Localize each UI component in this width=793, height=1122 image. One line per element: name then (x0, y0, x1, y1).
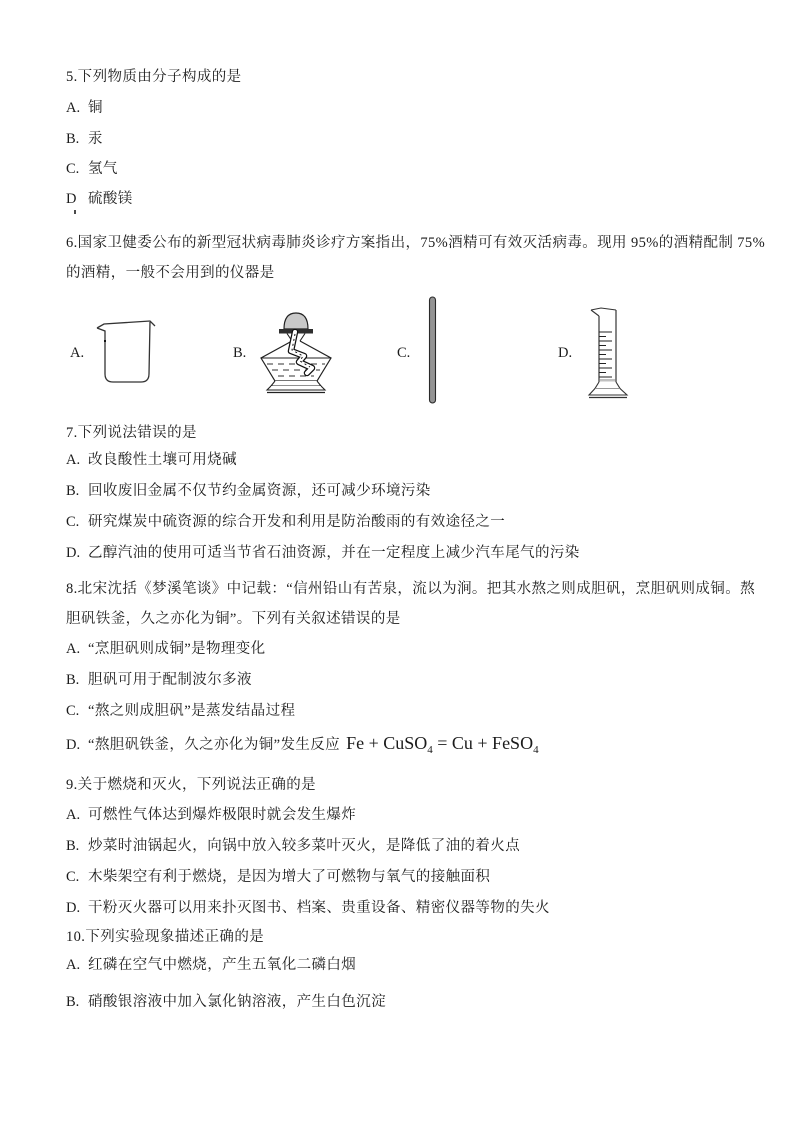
option-text: 红磷在空气中燃烧，产生五氧化二磷白烟 (88, 957, 357, 973)
q5-option-d (66, 190, 133, 209)
q9-option-b (66, 837, 520, 856)
option-text: 干粉灭火器可以用来扑灭图书、档案、贵重设备、精密仪器等物的失火 (88, 900, 550, 916)
q7-option-c (66, 513, 505, 532)
option-letter: C. (66, 869, 80, 885)
option-letter: D (66, 191, 77, 207)
q7-option-d (66, 544, 580, 563)
q9-stem: 9.关于燃烧和灭火，下列说法正确的是 (66, 777, 317, 793)
q6-stem-line1: 6.国家卫健委公布的新型冠状病毒肺炎诊疗方案指出，75%酒精可有效灭活病毒。现用 95%的酒精配制 75% (66, 235, 766, 251)
q9-option-d (66, 899, 550, 918)
option-text: “熬胆矾铁釜，久之亦化为铜”发生反应 (88, 737, 341, 753)
option-text: “熬之则成胆矾”是蒸发结晶过程 (88, 703, 296, 719)
figure-label-c: C. (397, 345, 411, 361)
q10-option-a (66, 956, 356, 975)
chemical-equation: Fe + CuSO (346, 733, 428, 753)
option-letter: B. (66, 838, 80, 854)
figure-label-a: A. (70, 345, 85, 361)
option-letter: D. (66, 545, 81, 561)
q8-option-a (66, 640, 266, 659)
alcohol-lamp-icon (258, 310, 338, 394)
q7-option-b (66, 482, 431, 501)
q5-option-c (66, 160, 118, 179)
option-text: 木柴架空有利于燃烧，是因为增大了可燃物与氧气的接触面积 (88, 869, 491, 885)
option-letter: A. (66, 452, 81, 468)
graduated-cylinder-icon (585, 306, 637, 404)
option-text: 研究煤炭中硫资源的综合开发和利用是防治酸雨的有效途径之一 (88, 514, 506, 530)
q6-stem-line2: 的酒精，一般不会用到的仪器是 (66, 265, 275, 281)
option-text: 氢气 (88, 161, 118, 177)
option-letter: D. (66, 737, 81, 753)
option-letter: B. (66, 672, 80, 688)
q9-option-a (66, 806, 356, 825)
q9-option-c (66, 868, 490, 887)
figure-label-d: D. (558, 345, 573, 361)
option-text: 炒菜时油锅起火，向锅中放入较多菜叶灭火，是降低了油的着火点 (88, 838, 521, 854)
q8-option-d (66, 734, 539, 756)
glass-rod-icon (428, 296, 437, 404)
option-letter: B. (66, 994, 80, 1010)
stray-mark (74, 210, 76, 214)
equation-subscript: 4 (427, 744, 433, 756)
q10-option-b (66, 993, 386, 1012)
option-letter: B. (66, 131, 80, 147)
q10-stem: 10.下列实验现象描述正确的是 (66, 929, 265, 945)
option-letter: A. (66, 641, 81, 657)
option-text: 改良酸性土壤可用烧碱 (88, 452, 237, 468)
option-text: 可燃性气体达到爆炸极限时就会发生爆炸 (88, 807, 357, 823)
q8-option-b (66, 671, 252, 690)
option-text: 回收废旧金属不仅节约金属资源，还可减少环境污染 (88, 483, 431, 499)
figure-label-b: B. (233, 345, 247, 361)
option-text: 硝酸银溶液中加入氯化钠溶液，产生白色沉淀 (88, 994, 386, 1010)
q5-option-b (66, 130, 103, 149)
option-text: 汞 (88, 131, 103, 147)
q8-option-c (66, 702, 295, 721)
option-letter: A. (66, 100, 81, 116)
option-text: 铜 (88, 100, 103, 116)
q7-stem: 7.下列说法错误的是 (66, 425, 197, 441)
equation-subscript: 4 (533, 744, 539, 756)
option-text: 胆矾可用于配制波尔多液 (88, 672, 252, 688)
q5-option-a (66, 99, 103, 118)
option-text: 乙醇汽油的使用可适当节省石油资源，并在一定程度上减少汽车尾气的污染 (88, 545, 580, 561)
option-letter: C. (66, 161, 80, 177)
option-letter: D. (66, 900, 81, 916)
option-letter: C. (66, 703, 80, 719)
beaker-icon (93, 310, 159, 392)
q8-stem-line2: 胆矾铁釜，久之亦化为铜”。下列有关叙述错误的是 (66, 611, 401, 627)
option-letter: A. (66, 807, 81, 823)
q8-stem-line1: 8.北宋沈括《梦溪笔谈》中记载：“信州铅山有苦泉，流以为涧。把其水熬之则成胆矾，烹胆矾则成铜。熬 (66, 581, 756, 597)
q5-stem: 5.下列物质由分子构成的是 (66, 69, 242, 85)
option-text: “烹胆矾则成铜”是物理变化 (88, 641, 266, 657)
chemical-equation: = Cu + FeSO (432, 733, 534, 753)
option-letter: B. (66, 483, 80, 499)
option-letter: A. (66, 957, 81, 973)
option-letter: C. (66, 514, 80, 530)
q7-option-a (66, 451, 237, 470)
option-text: 硫酸镁 (88, 191, 133, 207)
